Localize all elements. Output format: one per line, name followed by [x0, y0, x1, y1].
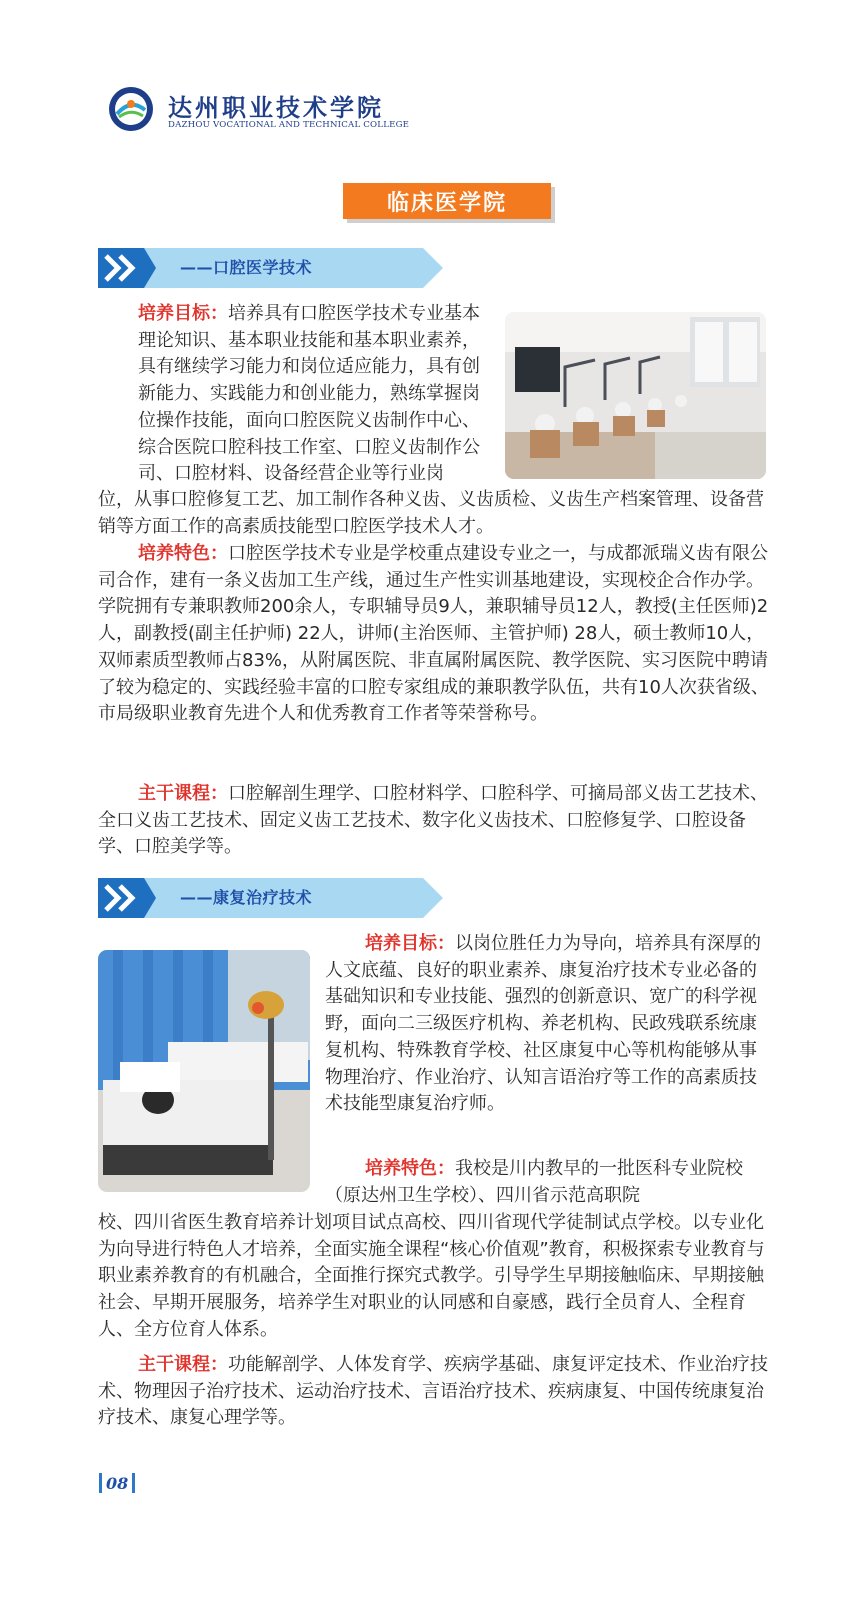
rehab-courses-paragraph	[98, 1352, 770, 1432]
section-heading-label: ——康复治疗技术	[180, 888, 313, 907]
dental-goal-continued: 位，从事口腔修复工艺、加工制作各种义齿、义齿质检、义齿生产档案管理、设备营销等方面工作的高素质技能型口腔医学技术人才。	[98, 489, 764, 537]
page-number-text: 08	[106, 1473, 129, 1493]
college-emblem-icon	[108, 86, 154, 132]
section-heading-dental	[98, 248, 443, 288]
feature-text: 口腔医学技术专业是学校重点建设专业之一，与成都派瑞义齿有限公司合作，建有一条义齿加工生产线，通过生产性实训基地建设，实现校企合作办学。学院拥有专兼职教师200余人，专职辅导员9人，兼职辅导员12人，教授(主任医师)2人，副教授(副主任护师) 22人，讲师(主治医师、主管护师) 28人，硕士教师10人，双师素质型教师占83%，从附属医院、非直属附属医院、教学医院、实习医院中聘请了较为稳定的、实践经验丰富的口腔专家组成的兼职教学队伍，共有10人次获省级、市局级职业教育先进个人和优秀教育工作者等荣誉称号。	[98, 543, 769, 725]
section-heading-rehab	[98, 878, 443, 918]
goal-text: 以岗位胜任力为导向，培养具有深厚的人文底蕴、良好的职业素养、康复治疗技术专业必备的基础知识和专业技能、强烈的创新意识、宽广的科学视野，面向二三级医疗机构、养老机构、民政残联系统康复机构、特殊教育学校、社区康复中心等机构能够从事物理治疗、作业治疗、认知言语治疗等工作的高素质技术技能型康复治疗师。	[325, 933, 761, 1115]
page-title: 临床医学院	[343, 183, 551, 219]
college-name-cn: 达州职业技术学院	[168, 93, 384, 122]
feature-text: 我校是川内教早的一批医科专业院校（原达州卫生学校）、四川省示范高职院	[325, 1158, 743, 1206]
section-heading-label: ——口腔医学技术	[180, 258, 313, 277]
college-name-en: DAZHOU VOCATIONAL AND TECHNICAL COLLEGE	[168, 120, 410, 130]
courses-text: 功能解剖学、人体发育学、疾病学基础、康复评定技术、作业治疗技术、物理因子治疗技术、运动治疗技术、言语治疗技术、疾病康复、中国传统康复治疗技术、康复心理学等。	[98, 1354, 768, 1429]
feature-label: 培养特色：	[365, 1158, 455, 1179]
goal-label: 培养目标：	[138, 303, 228, 324]
rehab-feature-first	[325, 1156, 770, 1209]
dental-courses-paragraph	[98, 781, 770, 861]
dental-goal-first	[138, 301, 491, 488]
courses-label: 主干课程：	[138, 783, 228, 804]
rehab-goal-paragraph	[325, 931, 770, 1118]
courses-label: 主干课程：	[138, 1354, 228, 1375]
dental-feature-paragraph	[98, 541, 770, 728]
dental-lab-photo	[505, 312, 766, 479]
goal-label: 培养目标：	[365, 933, 455, 954]
rehab-feature-continued: 校、四川省医生教育培养计划项目试点高校、四川省现代学徒制试点学校。以专业化为向导进行特色人才培养，全面实施全课程“核心价值观”教育，积极探索专业教育与职业素养教育的有机融合，全面推行探究式教学。引导学生早期接触临床、早期接触社会、早期开展服务，培养学生对职业的认同感和自豪感，践行全员育人、全程育人、全方位育人体系。	[98, 1212, 765, 1340]
college-logo	[108, 86, 408, 136]
page-number-bar-right	[132, 1473, 135, 1493]
page-number	[99, 1473, 135, 1493]
courses-text: 口腔解剖生理学、口腔材料学、口腔科学、可摘局部义齿工艺技术、全口义齿工艺技术、固定义齿工艺技术、数字化义齿技术、口腔修复学、口腔设备学、口腔美学等。	[98, 783, 768, 858]
rehab-room-photo	[98, 950, 310, 1192]
goal-text: 培养具有口腔医学技术专业基本理论知识、基本职业技能和基本职业素养，具有继续学习能力和岗位适应能力，具有创新能力、实践能力和创业能力，熟练掌握岗位操作技能，面向口腔医院义齿制作中心、综合医院口腔科技工作室、口腔义齿制作公司、口腔材料、设备经营企业等行业岗	[138, 303, 480, 485]
feature-label: 培养特色：	[138, 543, 228, 564]
page-number-bar-left	[99, 1473, 102, 1493]
